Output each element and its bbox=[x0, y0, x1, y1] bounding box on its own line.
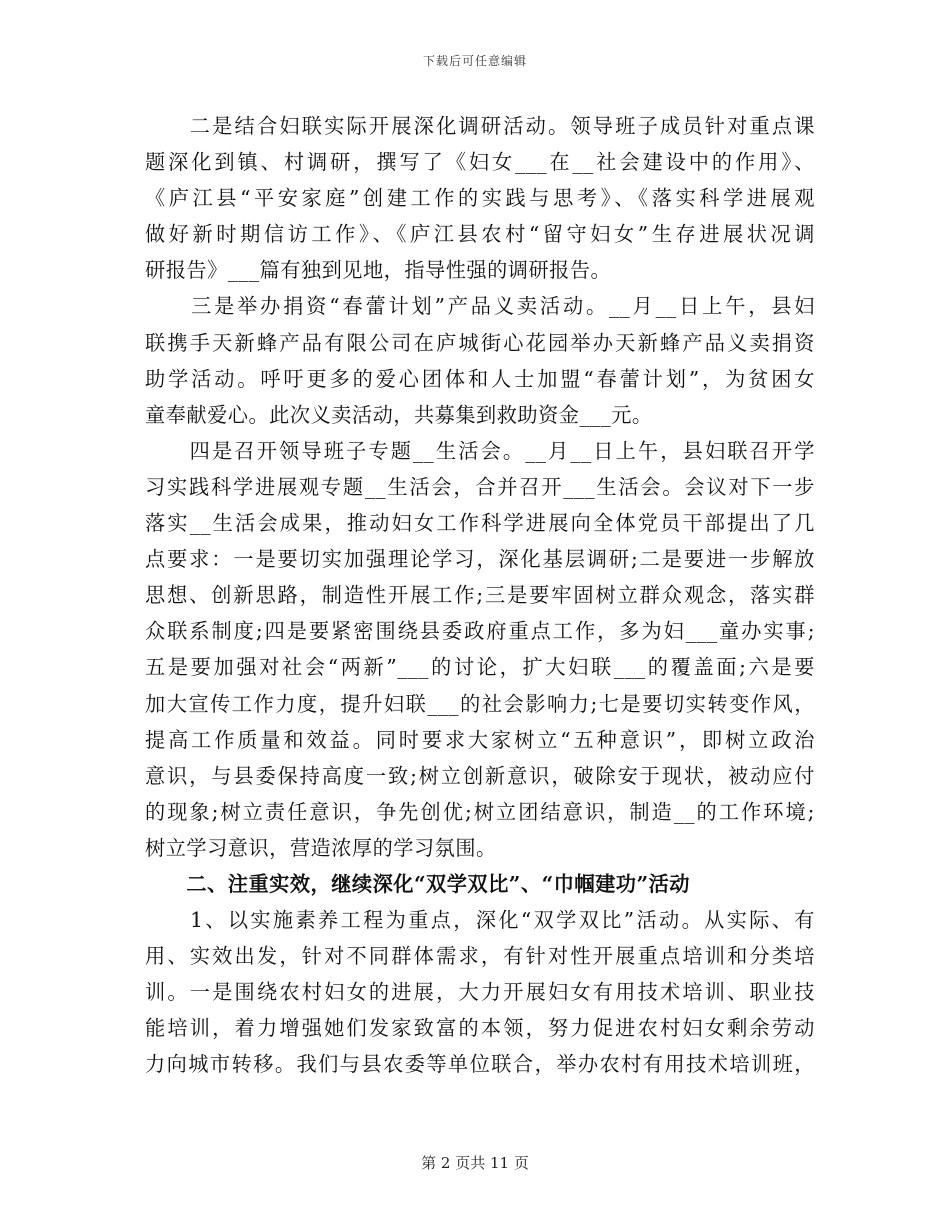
body-line: 研报告》___篇有独到见地，指导性强的调研报告。 bbox=[145, 258, 612, 283]
body-line: 联携手天新蜂产品有限公司在庐城街心花园举办天新蜂产品义卖捐资 bbox=[145, 330, 815, 355]
document-body bbox=[145, 108, 815, 1083]
body-line: 的现象;树立责任意识，争先创优;树立团结意识，制造__的工作环境; bbox=[145, 799, 815, 824]
body-line: 用、实效出发，针对不同群体需求，有针对性开展重点培训和分类培 bbox=[145, 944, 815, 969]
body-line: 意识，与县委保持高度一致;树立创新意识，破除安于现状，被动应付 bbox=[145, 763, 815, 788]
body-line: 童奉献爱心。此次义卖活动，共募集到救助资金___元。 bbox=[145, 402, 653, 427]
body-line: 加大宣传工作力度，提升妇联___的社会影响力;七是要切实转变作风， bbox=[145, 691, 815, 716]
body-line: 提高工作质量和效益。同时要求大家树立“五种意识”，即树立政治 bbox=[145, 727, 815, 752]
page-header: 下载后可任意编辑 bbox=[422, 54, 527, 68]
body-line: 能培训，着力增强她们发家致富的本领，努力促进农村妇女剩余劳动 bbox=[145, 1016, 815, 1041]
body-line: 众联系制度;四是要紧密围绕县委政府重点工作，多为妇___童办实事; bbox=[145, 619, 815, 644]
body-line: 习实践科学进展观专题__生活会，合并召开___生活会。会议对下一步 bbox=[145, 474, 815, 499]
body-line: 点要求：一是要切实加强理论学习，深化基层调研;二是要进一步解放 bbox=[145, 547, 815, 572]
body-line: 落实__生活会成果，推动妇女工作科学进展向全体党员干部提出了几 bbox=[145, 511, 815, 536]
body-line: 题深化到镇、村调研，撰写了《妇女___在__社会建设中的作用》、 bbox=[145, 150, 815, 175]
section-heading: 二、注重实效，继续深化“双学双比”、“巾帼建功”活动 bbox=[145, 871, 690, 896]
page-number: 第 2 页共 11 页 bbox=[421, 1154, 529, 1172]
body-line: 树立学习意识，营造浓厚的学习氛围。 bbox=[145, 835, 497, 860]
body-line: 三是举办捐资“春蕾计划”产品义卖活动。__月__日上午，县妇 bbox=[145, 294, 815, 319]
body-line: 思想、创新思路，制造性开展工作;三是要牢固树立群众观念，落实群 bbox=[145, 583, 815, 608]
body-line: 力向城市转移。我们与县农委等单位联合，举办农村有用技术培训班， bbox=[145, 1052, 815, 1077]
body-line: 1、以实施素养工程为重点，深化“双学双比”活动。从实际、有 bbox=[145, 908, 815, 933]
body-line: 四是召开领导班子专题__生活会。__月__日上午，县妇联召开学 bbox=[145, 438, 815, 463]
body-line: 训。一是围绕农村妇女的进展，大力开展妇女有用技术培训、职业技 bbox=[145, 980, 815, 1005]
body-line: 做好新时期信访工作》、《庐江县农村“留守妇女”生存进展状况调 bbox=[145, 222, 815, 247]
body-line: 二是结合妇联实际开展深化调研活动。领导班子成员针对重点课 bbox=[145, 114, 815, 138]
body-line: 五是要加强对社会“两新”___的讨论，扩大妇联___的覆盖面;六是要 bbox=[145, 655, 815, 680]
body-line: 助学活动。呼吁更多的爱心团体和人士加盟“春蕾计划”，为贫困女 bbox=[145, 366, 815, 391]
body-line: 《庐江县“平安家庭”创建工作的实践与思考》、《落实科学进展观 bbox=[145, 186, 815, 211]
